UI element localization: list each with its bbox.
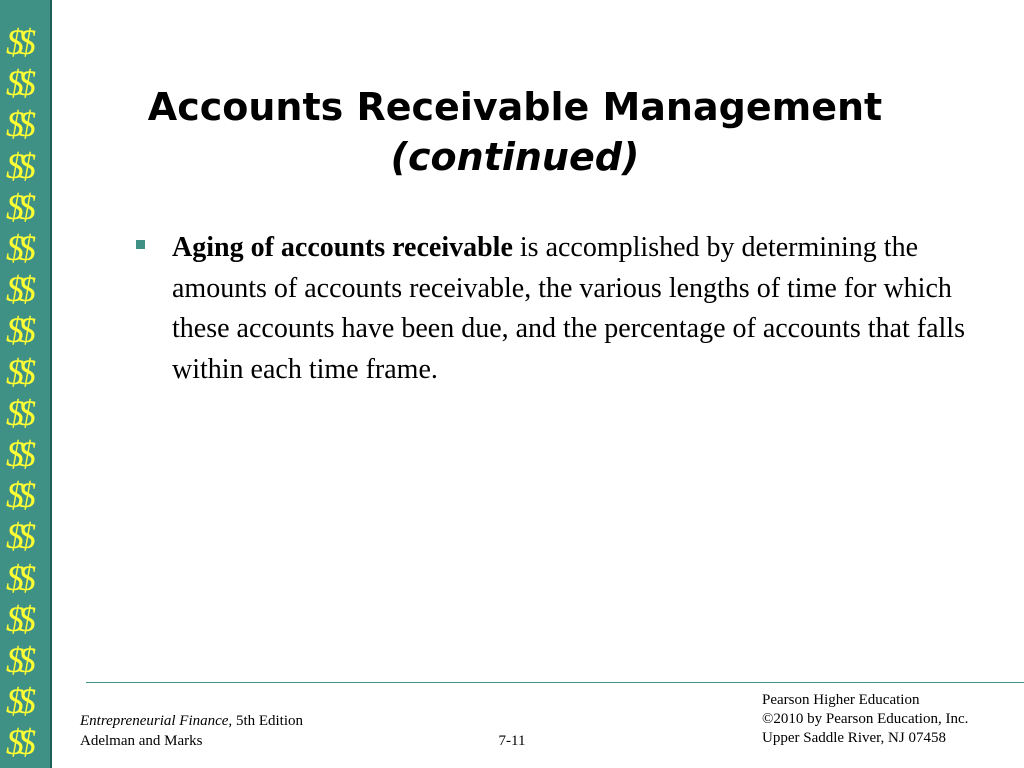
dollar-sign-icon: $$ — [6, 269, 30, 310]
dollar-sign-icon: $$ — [6, 22, 30, 62]
slide-title — [60, 82, 970, 182]
dollar-sign-icon: $$ — [6, 434, 30, 474]
dollar-sign-icon: $$ — [6, 681, 30, 722]
bullet-list — [136, 228, 996, 390]
slide-title-main: Accounts Receivable Management — [147, 85, 883, 129]
dollar-sign-icon: $$ — [6, 557, 30, 598]
bullet-item — [136, 228, 996, 390]
dollar-sign-icon: $$ — [6, 228, 30, 268]
footer-divider — [86, 682, 1024, 683]
footer-edition: 5th Edition — [232, 713, 304, 729]
bullet-text — [172, 232, 965, 385]
dollar-sign-icon: $$ — [6, 145, 30, 186]
bullet-bold-lead: Aging of accounts receivable — [172, 232, 513, 263]
dollar-sign-icon: $$ — [6, 516, 30, 557]
slide-page-number: 7-11 — [498, 733, 526, 749]
dollar-sign-icon: $$ — [6, 310, 30, 351]
footer-location: Upper Saddle River, NJ 07458 — [762, 730, 946, 746]
dollar-sign-sidebar — [0, 0, 52, 768]
bullet-body: is accomplished by determining the amounts of accounts receivable, the various lengths of time for which these accounts have been due, and the percentage of accounts that falls within each time frame. — [172, 232, 965, 385]
footer-authors: Adelman and Marks — [80, 733, 203, 749]
footer-copyright: ©2010 by Pearson Education, Inc. — [762, 711, 969, 727]
square-bullet-icon — [136, 240, 145, 249]
dollar-sign-icon: $$ — [6, 722, 30, 763]
dollar-sign-icon: $$ — [6, 186, 30, 227]
footer-book-title: Entrepreneurial Finance, — [80, 713, 233, 729]
footer-publisher: Pearson Higher Education — [762, 692, 920, 708]
dollar-sign-icon: $$ — [6, 392, 30, 433]
footer-book-info — [80, 711, 303, 751]
dollar-sign-icon: $$ — [6, 104, 30, 145]
dollar-sign-icon: $$ — [6, 475, 30, 516]
dollar-sign-icon: $$ — [6, 598, 30, 639]
dollar-sign-icon: $$ — [6, 640, 30, 680]
slide-title-continued: (continued) — [390, 135, 640, 179]
footer-publisher-info — [762, 691, 968, 748]
dollar-sign-icon: $$ — [6, 351, 30, 392]
dollar-sign-icon: $$ — [6, 63, 30, 104]
